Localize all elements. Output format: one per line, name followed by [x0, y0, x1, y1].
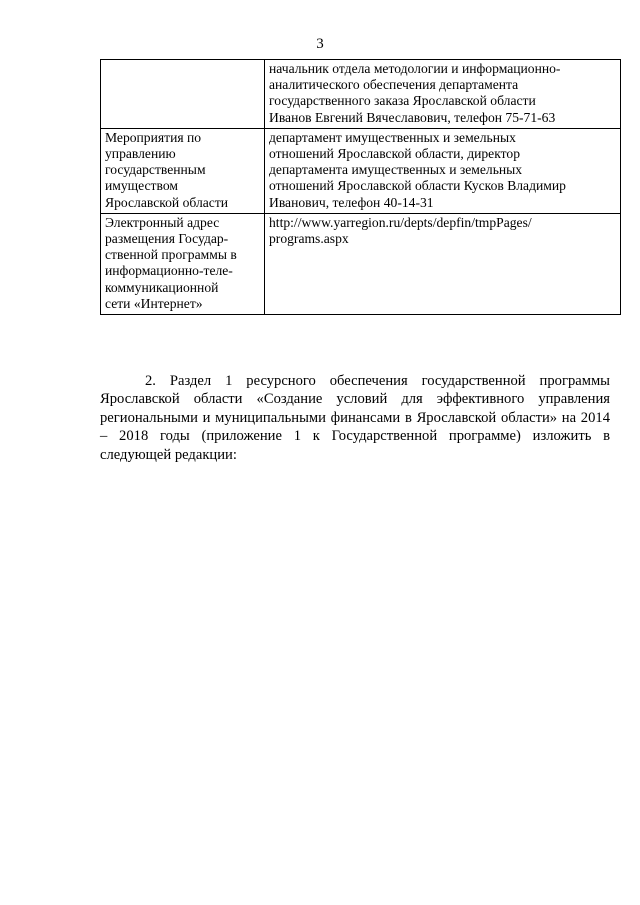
table-cell-label: [101, 128, 265, 213]
cell-line: управлению: [105, 146, 176, 162]
cell-line: отношений Ярославской области, директор: [269, 146, 520, 162]
cell-line: сети «Интернет»: [105, 295, 203, 311]
table-cell-value: [265, 128, 621, 213]
table-row: [101, 60, 621, 129]
table-cell-label: [101, 60, 265, 129]
cell-line: Иванович, телефон 40-14-31: [269, 194, 434, 210]
page-number: 3: [316, 36, 324, 52]
cell-line: отношений Ярославской области Кусков Владимир: [269, 178, 566, 194]
cell-line: Иванов Евгений Вячеславович, телефон 75-71-63: [269, 109, 556, 125]
cell-line: государственного заказа Ярославской области: [269, 93, 536, 109]
cell-line: ственной программы в: [105, 247, 237, 263]
table-cell-value: [265, 213, 621, 314]
table-cell-value: [265, 60, 621, 129]
cell-line: Электронный адрес: [105, 214, 220, 230]
table-row: [101, 128, 621, 213]
cell-line: Ярославской области: [105, 194, 229, 210]
cell-line: коммуникационной: [105, 279, 219, 295]
body-paragraph: 2. Раздел 1 ресурсного обеспечения государственной программы Ярославской области «Создание условий для эффективного управления региональными и муниципальными финансами в Ярославской области» на 2014 – 2018 годы (приложение 1 к Государственной программе) изложить в следующей редакции:: [100, 373, 610, 463]
cell-line: размещения Государ-: [105, 231, 229, 247]
cell-line: аналитического обеспечения департамента: [269, 77, 519, 93]
table-cell-label: [101, 213, 265, 314]
cell-line: информационно-теле-: [105, 263, 233, 279]
cell-line: начальник отдела методологии и информационно-: [269, 61, 561, 76]
cell-line: департамента имущественных и земельных: [269, 162, 523, 178]
program-url-line: http://www.yarregion.ru/depts/depfin/tmpPages/: [269, 214, 532, 230]
cell-line: департамент имущественных и земельных: [269, 129, 516, 145]
program-url-line: programs.aspx: [269, 231, 349, 247]
cell-line: имуществом: [105, 178, 178, 194]
cell-line: Мероприятия по: [105, 129, 202, 145]
table-row: [101, 213, 621, 314]
cell-line: государственным: [105, 162, 206, 178]
program-info-table: [100, 59, 621, 315]
